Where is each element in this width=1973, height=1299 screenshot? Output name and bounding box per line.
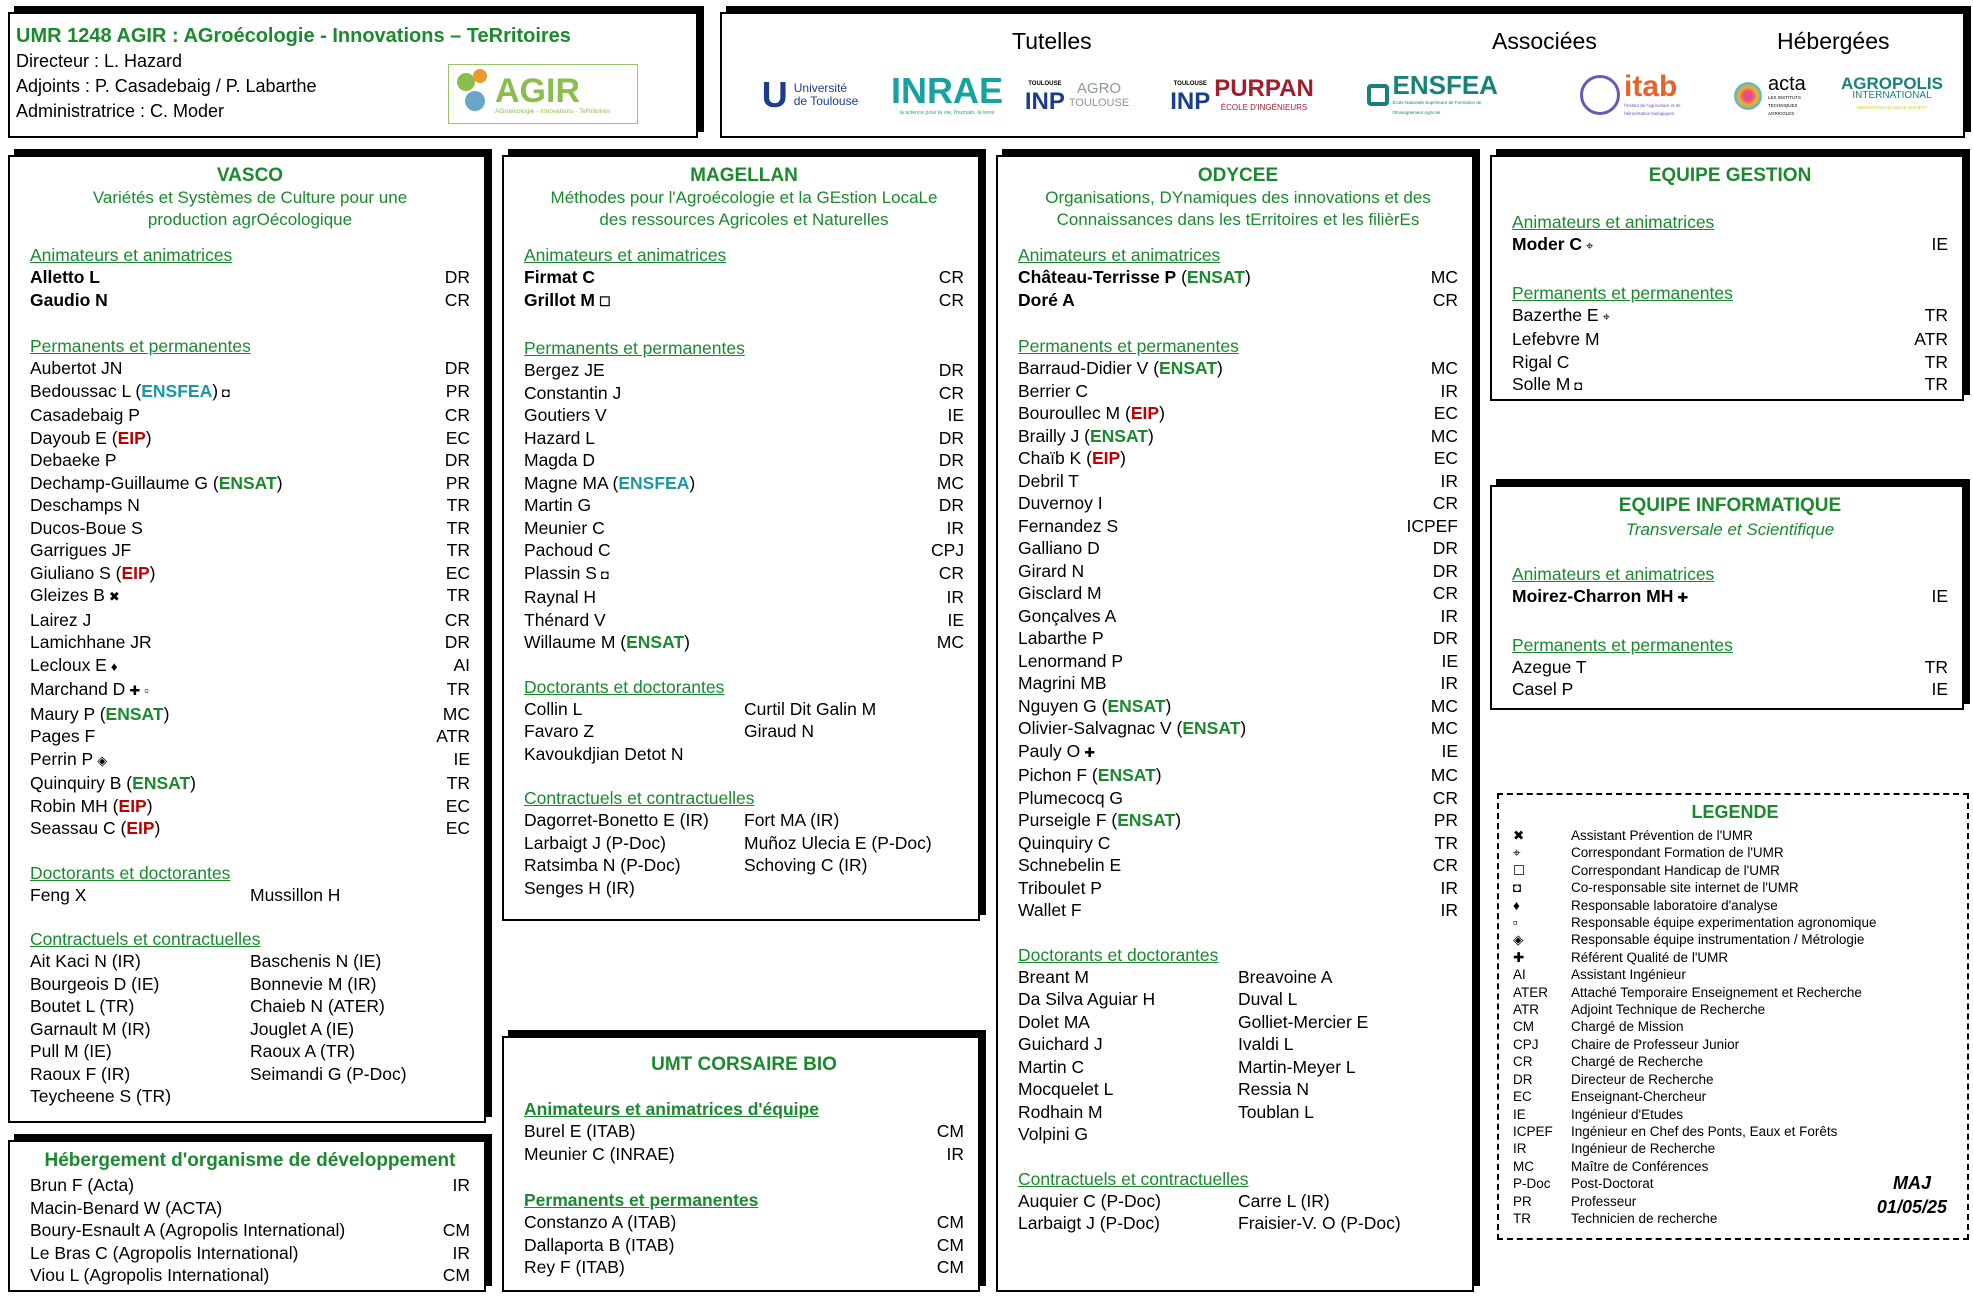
- member-row: Dallaporta B (ITAB) CM: [524, 1234, 964, 1255]
- magellan-perm-heading: Permanents et permanentes: [524, 338, 745, 358]
- member-row: Plassin S ◘ CR: [524, 562, 964, 583]
- legend-row: ▫ Responsable équipe experimentation agronomique: [1513, 915, 1877, 931]
- info-perm-heading: Permanents et permanentes: [1512, 634, 1733, 655]
- associees-label: Associées: [1492, 28, 1597, 54]
- member-row: Magda D DR: [524, 450, 964, 470]
- legend-row: ATER Attaché Temporaire Enseignement et Recherche: [1513, 984, 1862, 1000]
- instrument-icon: ◈: [97, 752, 108, 768]
- member-row: Labarthe P DR: [1018, 628, 1458, 648]
- member-row: Dechamp-Guillaume G (ENSAT) PR: [30, 472, 470, 493]
- maj-label: MAJ: [1892, 1173, 1931, 1193]
- partners-box: [720, 12, 1965, 138]
- magellan-title: MAGELLAN: [690, 165, 798, 186]
- member-row: Aubertot JN DR: [30, 358, 470, 378]
- doct-row: Rodhain M Toublan L: [1018, 1101, 1314, 1122]
- member-row: Gaudio N CR: [30, 289, 470, 310]
- contr-row: Ratsimba N (P-Doc) Schoving C (IR): [524, 855, 868, 875]
- acta-text: acta: [1768, 73, 1806, 95]
- doct-row: Breant M Breavoine A: [1018, 966, 1333, 987]
- inrae-text: INRAE: [890, 70, 1003, 111]
- purpan-sub: ÉCOLE D'INGÉNIEURS: [1220, 103, 1308, 112]
- member-row: Nguyen G (ENSAT) MC: [1018, 695, 1458, 716]
- member-row: Martin G DR: [524, 495, 964, 515]
- member-row: Alletto L DR: [30, 267, 470, 287]
- doct-row: Mocquelet L Ressia N: [1018, 1079, 1309, 1099]
- ensfea-text: ENSFEA: [1392, 70, 1498, 100]
- agir-logo: [448, 64, 638, 124]
- info-box: [1490, 485, 1964, 710]
- legend-box: [1497, 793, 1969, 1240]
- doct-row: Collin L Curtil Dit Galin M: [524, 698, 877, 719]
- umt-title: UMT CORSAIRE BIO: [651, 1054, 837, 1075]
- doct-row: Dolet MA Golliet-Mercier E: [1018, 1011, 1369, 1032]
- vasco-contr-heading: Contractuels et contractuelles: [30, 929, 261, 949]
- legend-title: LEGENDE: [1691, 802, 1779, 822]
- member-row: Rigal C TR: [1512, 351, 1948, 372]
- member-row: Robin MH (EIP) EC: [30, 795, 470, 816]
- contr-row: Boutet L (TR) Chaieb N (ATER): [30, 996, 385, 1016]
- magellan-contr-heading: Contractuels et contractuelles: [524, 788, 755, 808]
- member-row: Lefebvre M ATR: [1512, 329, 1948, 349]
- umt-anim-heading: Animateurs et animatrices d'équipe: [524, 1099, 819, 1119]
- inp-tl: TOULOUSE: [1028, 80, 1062, 87]
- member-row: Pages F ATR: [30, 726, 470, 746]
- member-row: Girard N DR: [1018, 560, 1458, 581]
- member-row: Macin-Benard W (ACTA): [30, 1197, 223, 1218]
- member-row: Moder C ⌖ IE: [1512, 234, 1948, 254]
- formation-icon: ⌖: [1586, 238, 1594, 253]
- magellan-doct-heading: Doctorants et doctorantes: [524, 676, 725, 697]
- member-row: Maury P (ENSAT) MC: [30, 703, 470, 724]
- magellan-box: [502, 155, 980, 921]
- member-row: Debaeke P DR: [30, 450, 470, 470]
- member-row: Fernandez S ICPEF: [1018, 515, 1458, 536]
- inp2-text: INP: [1170, 87, 1211, 115]
- itab-text: itab: [1624, 70, 1678, 103]
- contr-row: Bourgeois D (IE) Bonnevie M (IR): [30, 973, 377, 994]
- member-row: Duvernoy I CR: [1018, 493, 1458, 513]
- legend-row: ⌖ Correspondant Formation de l'UMR: [1513, 845, 1784, 861]
- member-row: Bazerthe E ⌖ TR: [1512, 304, 1948, 325]
- agir-logo-subtext: AGroécologie - Innovations - TeRritoires: [495, 107, 611, 115]
- agro-text2: TOULOUSE: [1068, 97, 1130, 109]
- member-row: Moirez-Charron MH ✚ IE: [1512, 586, 1948, 606]
- member-row: Meunier C (INRAE) IR: [524, 1143, 964, 1164]
- contr-row: Larbaigt J (P-Doc) Fraisier-V. O (P-Doc): [1018, 1213, 1401, 1233]
- member-row: Hazard L DR: [524, 427, 964, 448]
- member-row: Doré A CR: [1018, 289, 1458, 310]
- umr-title: UMR 1248 AGIR : AGroécologie - Innovations – TeRritoires: [16, 25, 571, 47]
- member-row: Grillot M ☐ CR: [524, 289, 964, 310]
- agropolis-sub2: INNOVATION ALLIANCE SOCIETY: [1856, 105, 1928, 110]
- legend-row: ATR Adjoint Technique de Recherche: [1513, 1002, 1766, 1018]
- legend-row: IE Ingénieur d'Etudes: [1513, 1106, 1684, 1122]
- member-row: Barraud-Didier V (ENSAT) MC: [1018, 358, 1458, 378]
- member-row: Raynal H IR: [524, 587, 964, 607]
- legend-row: IR Ingénieur de Recherche: [1513, 1141, 1716, 1157]
- doct-row: Feng X Mussillon H: [30, 884, 341, 905]
- ut1: Université: [793, 81, 848, 95]
- umt-box: [502, 1036, 980, 1292]
- member-row: Gisclard M CR: [1018, 583, 1458, 603]
- legend-row: ✚ Référent Qualité de l'UMR: [1513, 949, 1729, 965]
- legend-row: ♦ Responsable laboratoire d'analyse: [1513, 897, 1778, 913]
- member-row: Bouroullec M (EIP) EC: [1018, 403, 1458, 423]
- member-row: Bedoussac L (ENSFEA) ◘ PR: [30, 380, 470, 401]
- vasco-title: VASCO: [216, 165, 284, 186]
- member-row: Thénard V IE: [524, 609, 964, 630]
- member-row: Meunier C IR: [524, 517, 964, 538]
- agropolis-sub: INTERNATIONAL: [1852, 90, 1932, 101]
- director: Directeur : L. Hazard: [16, 51, 183, 71]
- member-row: Pauly O ✚ IE: [1018, 740, 1458, 761]
- vasco-anim-heading: Animateurs et animatrices: [30, 245, 233, 265]
- legend-row: ☐ Correspondant Handicap de l'UMR: [1513, 862, 1780, 878]
- member-row: Lenormand P IE: [1018, 650, 1458, 671]
- itab-logo: [1572, 66, 1712, 124]
- member-row: Goutiers V IE: [524, 405, 964, 425]
- legend-row: ◘ Co-responsable site internet de l'UMR: [1513, 880, 1799, 896]
- member-row: Château-Terrisse P (ENSAT) MC: [1018, 267, 1458, 287]
- lab-icon: ♦: [110, 658, 118, 674]
- member-row: Dayoub E (EIP) EC: [30, 427, 470, 448]
- inp-purpan-logo: [1152, 68, 1332, 124]
- member-row: Le Bras C (Agropolis International) IR: [30, 1242, 470, 1263]
- member-row: Lairez J CR: [30, 609, 470, 630]
- member-row: Magrini MB IR: [1018, 673, 1458, 693]
- legend-row: ✖ Assistant Prévention de l'UMR: [1513, 828, 1753, 843]
- doct-row: Favaro Z Giraud N: [524, 721, 815, 741]
- member-row: Deschamps N TR: [30, 495, 470, 515]
- acta-sub: LES INSTITUTS TECHNIQUES AGRICOLES: [1768, 95, 1802, 116]
- info-subtitle: Transversale et Scientifique: [1625, 520, 1835, 539]
- member-row: Schnebelin E CR: [1018, 855, 1458, 875]
- handicap-icon: ☐: [598, 293, 611, 309]
- info-anim-heading: Animateurs et animatrices: [1512, 564, 1715, 584]
- contr-row: Garnault M (IR) Jouglet A (IE): [30, 1018, 355, 1039]
- doct-row: Martin C Martin-Meyer L: [1018, 1056, 1356, 1077]
- contr-row: Pull M (IE) Raoux A (TR): [30, 1041, 356, 1061]
- doct-row: Kavoukdjian Detot N: [524, 743, 684, 764]
- legend-row: ◈ Responsable équipe instrumentation / Métrologie: [1513, 932, 1865, 948]
- univ-toulouse-logo: U Université de Toulouse: [761, 74, 859, 115]
- odycee-anim-heading: Animateurs et animatrices: [1018, 245, 1221, 265]
- member-row: Perrin P ◈ IE: [30, 748, 470, 769]
- maj-date: 01/05/25: [1876, 1197, 1947, 1217]
- member-row: Gleizes B ✖ TR: [30, 585, 470, 605]
- member-row: Ducos-Boue S TR: [30, 517, 470, 538]
- member-row: Quinquiry C TR: [1018, 832, 1458, 853]
- odycee-perm-heading: Permanents et permanentes: [1018, 336, 1239, 356]
- member-row: Lecloux E ♦ AI: [30, 654, 470, 675]
- member-row: Willaume M (ENSAT) MC: [524, 632, 964, 652]
- member-row: Plumecocq G CR: [1018, 787, 1458, 808]
- legend-row: CM Chargé de Mission: [1513, 1019, 1684, 1035]
- contr-row: Ait Kaci N (IR) Baschenis N (IE): [30, 951, 382, 971]
- member-row: Triboulet P IR: [1018, 877, 1458, 898]
- member-row: Marchand D ✚ ▫ TR: [30, 679, 470, 699]
- contr-row: Larbaigt J (P-Doc) Muñoz Ulecia E (P-Doc): [524, 832, 932, 853]
- magellan-subtitle-2: des ressources Agricoles et Naturelles: [599, 210, 889, 229]
- quality-icon: ✚: [1677, 590, 1689, 605]
- hebergees-label: Hébergées: [1777, 28, 1890, 54]
- gestion-box: [1490, 155, 1964, 401]
- member-row: Constanzo A (ITAB) CM: [524, 1212, 964, 1232]
- inrae-logo: [882, 64, 1012, 124]
- odycee-box: [996, 155, 1474, 1292]
- magellan-anim-heading: Animateurs et animatrices: [524, 245, 727, 265]
- member-row: Berrier C IR: [1018, 380, 1458, 401]
- member-row: Boury-Esnault A (Agropolis International) CM: [30, 1220, 470, 1240]
- inp-text: INP: [1024, 87, 1065, 115]
- itab-sub: l'institut de l'agriculture et de l'alimentation biologiques: [1624, 103, 1681, 116]
- vasco-box: [8, 155, 486, 1123]
- agro-text: AGRO: [1076, 80, 1122, 97]
- web-icon: ◘: [600, 566, 609, 582]
- legend-row: DR Directeur de Recherche: [1513, 1071, 1714, 1087]
- odycee-title: ODYCEE: [1197, 165, 1279, 186]
- purpan-text: PURPAN: [1214, 75, 1314, 102]
- member-row: Azegue T TR: [1512, 656, 1948, 677]
- legend-row: PR Professeur: [1513, 1193, 1637, 1209]
- legend-row: MC Maître de Conférences: [1513, 1158, 1709, 1174]
- tutelles-label: Tutelles: [1012, 28, 1092, 54]
- inp2-tl: TOULOUSE: [1173, 80, 1207, 87]
- contr-row: Raoux F (IR) Seimandi G (P-Doc): [30, 1063, 407, 1084]
- web-icon: ◘: [1574, 378, 1583, 393]
- ensfea-sub: École Nationale Supérieure de Formation de l'Enseignement Agricole: [1392, 100, 1482, 115]
- inp-agro-logo: [1022, 68, 1132, 124]
- hebergement-box: [8, 1140, 486, 1292]
- vasco-subtitle-2: production agrOécologique: [147, 210, 353, 229]
- quality-icon: ✚: [129, 683, 141, 698]
- deputies: Adjoints : P. Casadebaig / P. Labarthe: [16, 76, 317, 96]
- quality-icon: ✚: [1084, 744, 1096, 760]
- member-row: Pichon F (ENSAT) MC: [1018, 765, 1458, 785]
- member-row: Chaïb K (EIP) EC: [1018, 448, 1458, 468]
- member-row: Casel P IE: [1512, 679, 1948, 699]
- doct-row: Da Silva Aguiar H Duval L: [1018, 989, 1298, 1009]
- member-row: Brailly J (ENSAT) MC: [1018, 425, 1458, 446]
- web-icon: ◘: [222, 384, 230, 400]
- administrator: Administratrice : C. Moder: [16, 101, 225, 121]
- member-row: Seassau C (EIP) EC: [30, 818, 470, 838]
- doct-row: Volpini G: [1018, 1124, 1089, 1144]
- member-row: Gonçalves A IR: [1018, 605, 1458, 626]
- member-row: Magne MA (ENSFEA) MC: [524, 472, 964, 493]
- member-row: Casadebaig P CR: [30, 405, 470, 425]
- odycee-subtitle-1: Organisations, DYnamiques des innovations et des: [1045, 188, 1431, 207]
- member-row: Solle M ◘ TR: [1512, 374, 1948, 394]
- hebergement-title: Hébergement d'organisme de développement: [44, 1150, 456, 1171]
- legend-row: TR Technicien de recherche: [1513, 1210, 1718, 1226]
- doct-row: Guichard J Ivaldi L: [1018, 1034, 1294, 1054]
- magellan-subtitle-1: Méthodes pour l'Agroécologie et la GEstion LocaLe: [550, 188, 938, 207]
- vasco-perm-heading: Permanents et permanentes: [30, 336, 251, 356]
- vasco-subtitle-1: Variétés et Systèmes de Culture pour une: [92, 188, 408, 207]
- member-row: Brun F (Acta) IR: [30, 1175, 470, 1195]
- contr-row: Teycheene S (TR): [30, 1086, 172, 1106]
- acta-logo: [1722, 68, 1822, 124]
- member-row: Quinquiry B (ENSAT) TR: [30, 773, 470, 793]
- update-label: [1877, 1171, 1947, 1219]
- inrae-sub: la science pour la vie, l'humain, la terre: [899, 110, 995, 116]
- agropolis-text: AGROPOLIS: [1840, 74, 1943, 93]
- member-row: Viou L (Agropolis International) CM: [30, 1265, 470, 1285]
- legend-row: P-Doc Post-Doctorat: [1513, 1176, 1654, 1192]
- gestion-anim-heading: Animateurs et animatrices: [1512, 212, 1715, 232]
- odycee-subtitle-2: Connaissances dans les tErritoires et les filièrEs: [1056, 210, 1420, 229]
- legend-row: AI Assistant Ingénieur: [1513, 967, 1686, 983]
- info-title: EQUIPE INFORMATIQUE: [1618, 495, 1842, 516]
- member-row: Bergez JE DR: [524, 360, 964, 380]
- legend-row: CPJ Chaire de Professeur Junior: [1513, 1036, 1740, 1052]
- member-row: Burel E (ITAB) CM: [524, 1121, 964, 1141]
- cross-icon: ✖: [108, 589, 120, 604]
- member-row: Rey F (ITAB) CM: [524, 1257, 964, 1277]
- legend-row: CR Chargé de Recherche: [1513, 1054, 1704, 1070]
- contr-row: Dagorret-Bonetto E (IR) Fort MA (IR): [524, 810, 840, 830]
- member-row: Giuliano S (EIP) EC: [30, 562, 470, 583]
- agropolis-logo: [1832, 68, 1952, 124]
- header-box: [8, 12, 698, 138]
- odycee-contr-heading: Contractuels et contractuelles: [1018, 1168, 1249, 1189]
- member-row: Garrigues JF TR: [30, 540, 470, 560]
- odycee-doct-heading: Doctorants et doctorantes: [1018, 944, 1219, 965]
- legend-row: EC Enseignant-Chercheur: [1513, 1089, 1707, 1105]
- member-row: Constantin J CR: [524, 382, 964, 403]
- member-row: Olivier-Salvagnac V (ENSAT) MC: [1018, 718, 1458, 738]
- umt-perm-heading: Permanents et permanentes: [524, 1190, 759, 1210]
- contr-row: Auquier C (P-Doc) Carre L (IR): [1018, 1190, 1330, 1211]
- member-row: Purseigle F (ENSAT) PR: [1018, 810, 1458, 830]
- vasco-doct-heading: Doctorants et doctorantes: [30, 862, 231, 883]
- member-row: Firmat C CR: [524, 267, 964, 287]
- gestion-perm-heading: Permanents et permanentes: [1512, 282, 1733, 303]
- agir-logo-text: AGIR: [495, 71, 580, 110]
- member-row: Pachoud C CPJ: [524, 540, 964, 560]
- member-row: Debril T IR: [1018, 470, 1458, 491]
- member-row: Wallet F IR: [1018, 900, 1458, 920]
- legend-row: ICPEF Ingénieur en Chef des Ponts, Eaux et Forêts: [1513, 1123, 1838, 1139]
- gestion-title: EQUIPE GESTION: [1648, 165, 1812, 186]
- expe-icon: ▫: [144, 683, 149, 698]
- contr-row: Senges H (IR): [524, 877, 635, 898]
- member-row: Galliano D DR: [1018, 538, 1458, 558]
- formation-icon: ⌖: [1602, 308, 1610, 324]
- ensfea-logo: [1362, 66, 1512, 124]
- member-row: Lamichhane JR DR: [30, 632, 470, 652]
- ut2: de Toulouse: [793, 94, 859, 108]
